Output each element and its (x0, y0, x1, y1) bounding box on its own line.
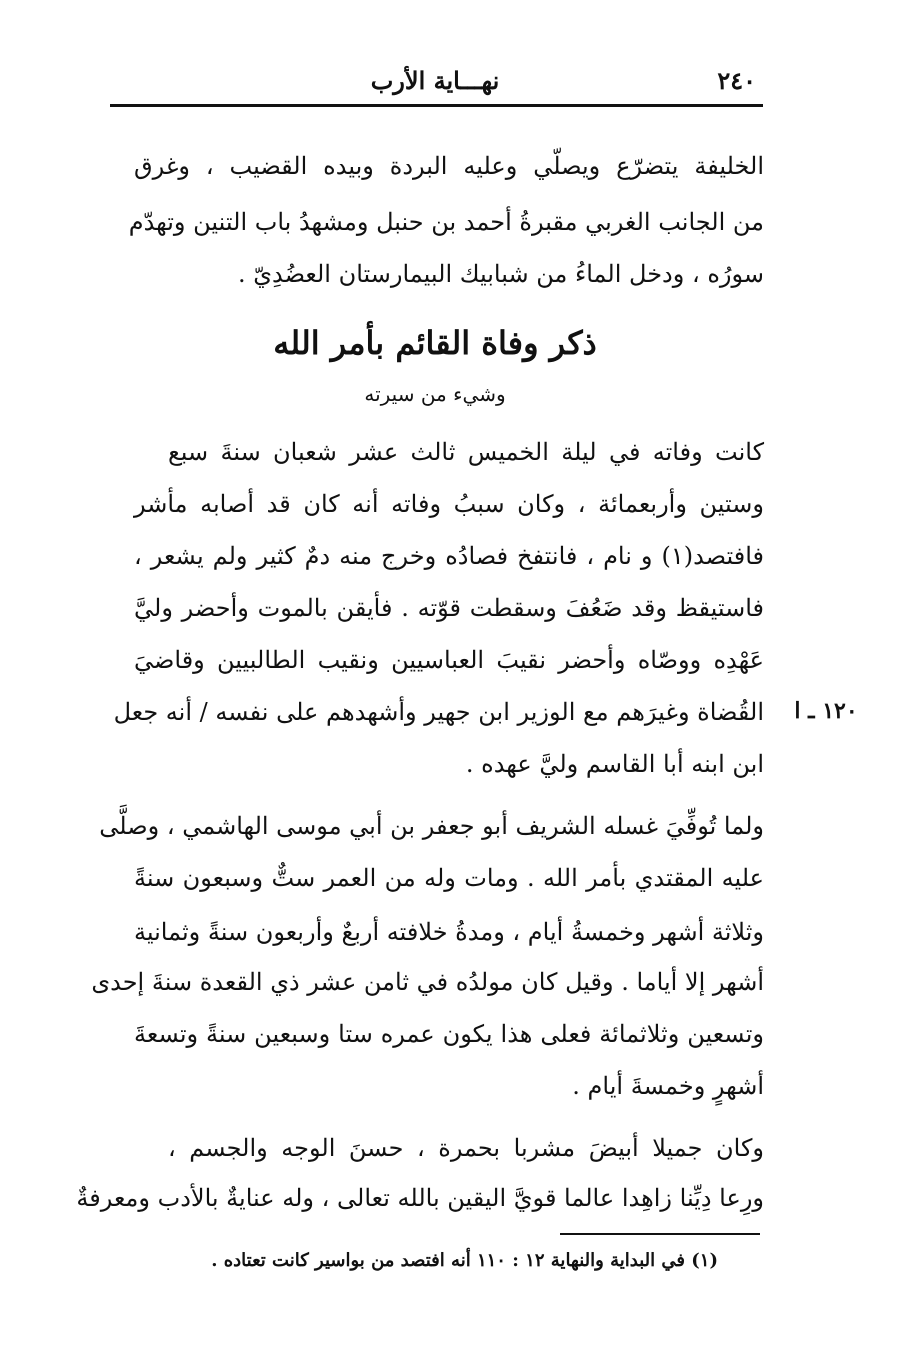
section-heading: ذكر وفاة القائم بأمر الله (273, 324, 597, 362)
paragraph-line: ورِعا دِيِّنا زاهِدا عالما قويَّ اليقين بالله تعالى ، وله عنايةٌ بالأدب ومعرفةٌ (76, 1184, 764, 1212)
intro-line: من الجانب الغربي مقبرةُ أحمد بن حنبل ومشهدُ باب التنين وتهدّم (128, 208, 764, 236)
footnote-divider (560, 1233, 760, 1235)
running-title: نهـــاية الأرب (370, 66, 500, 95)
paragraph-line: أشهر إلا أياما . وقيل كان مولدُه في ثامن عشر ذي القعدة سنةَ إحدى (91, 968, 764, 996)
paragraph-line: ولما تُوفِّيَ غسله الشريف أبو جعفر بن أبي موسى الهاشمي ، وصلَّى (99, 812, 764, 840)
paragraph-line: كانت وفاته في ليلة الخميس ثالث عشر شعبان سنةَ سبع (168, 438, 764, 466)
paragraph-line: عَهْدِه ووصّاه وأحضر نقيبَ العباسيين ونقيب الطالبيين وقاضيَ (134, 646, 764, 674)
paragraph-line: وثلاثة أشهر وخمسةُ أيام ، ومدةُ خلافته أربعٌ وأربعون سنةً وثمانية (133, 918, 764, 946)
paragraph-line: فاستيقظ وقد ضَعُفَ وسقطت قوّته . فأيقن بالموت وأحضر وليَّ (134, 594, 764, 622)
intro-line: الخليفة يتضرّع ويصلّي وعليه البردة وبيده القضيب ، وغرق (134, 152, 764, 180)
paragraph-line: عليه المقتدي بأمر الله . ومات وله من العمر ستٌّ وسبعون سنةً (134, 864, 764, 892)
paragraph-line: فافتصد(١) و نام ، فانتفخ فصادُه وخرج منه دمٌ كثير ولم يشعر ، (134, 542, 764, 570)
paragraph-line: وكان جميلا أبيضَ مشربا بحمرة ، حسنَ الوجه والجسم ، (168, 1134, 764, 1162)
section-subheading: وشيء من سيرته (364, 382, 506, 406)
paragraph-line: القُضاة وغيرَهم مع الوزير ابن جهير وأشهدهم على نفسه / أنه جعل (113, 698, 764, 726)
margin-page-reference: ١٢٠ ـ ا (794, 698, 858, 724)
page-number: ٢٤٠ (717, 66, 756, 95)
intro-line: سورُه ، ودخل الماءُ من شبابيك البيمارستان العضُدِيّ . (237, 260, 764, 288)
header-divider (110, 104, 763, 107)
page-header (110, 62, 760, 102)
footnote: (١) في البداية والنهاية ١٢ : ١١٠ أنه افتصد من بواسير كانت تعتاده . (211, 1250, 718, 1271)
paragraph-line: وتسعين وثلاثمائة فعلى هذا يكون عمره ستا وسبعين سنةً وتسعةَ (134, 1020, 764, 1048)
paragraph-line: ابن ابنه أبا القاسم وليَّ عهده . (465, 750, 764, 778)
paragraph-line: وستين وأربعمائة ، وكان سببُ وفاته أنه كان قد أصابه مأشر (134, 490, 764, 518)
paragraph-line: أشهرٍ وخمسةَ أيام . (572, 1072, 764, 1100)
